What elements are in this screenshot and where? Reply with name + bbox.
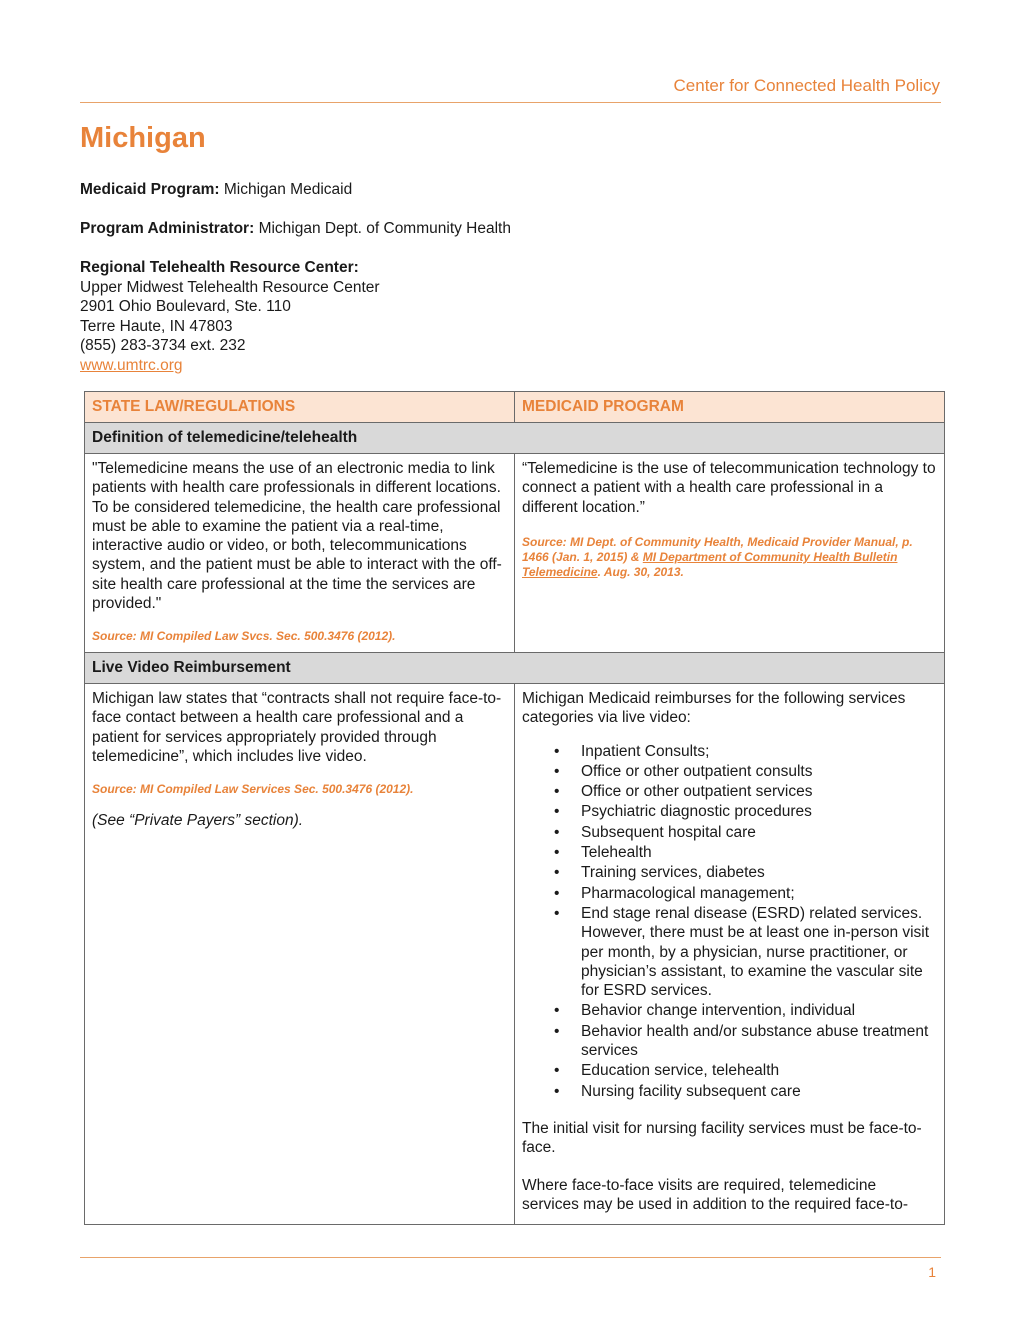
list-item: • Office or other outpatient services (581, 782, 937, 801)
live-video-medicaid-intro: Michigan Medicaid reimburses for the following services categories via live video: (522, 690, 906, 727)
definition-medicaid-text: “Telemedicine is the use of telecommunication technology to connect a patient with a health care professional in a different location.” (522, 460, 936, 516)
resource-center-address2: Terre Haute, IN 47803 (80, 317, 233, 335)
live-video-law-text: Michigan law states that “contracts shall not require face-to-face contact between a health care professional and a patient for services appropriately provided through telemedicine”, which includes live video. (92, 690, 502, 765)
live-video-law-cell (85, 684, 515, 1225)
resource-center-block (80, 258, 380, 375)
section-title-live-video: Live Video Reimbursement (85, 653, 945, 684)
list-item: • Inpatient Consults; (581, 742, 937, 761)
section-row-definition (85, 423, 945, 454)
program-admin-line (80, 219, 511, 239)
col-header-state-law: STATE LAW/REGULATIONS (85, 392, 515, 423)
definition-medicaid-source-a: Source: MI Dept. of Community Health, Medicaid Provider Manual, p. 1466 (Jan. 1, 2015) & (522, 534, 913, 564)
definition-medicaid-source-b: . Aug. 30, 2013. (597, 564, 684, 579)
nursing-facility-paragraph: The initial visit for nursing facility services must be face-to-face. (522, 1119, 922, 1157)
section-row-live-video (85, 653, 945, 684)
list-item: • Education service, telehealth (581, 1061, 937, 1080)
list-item: • Subsequent hospital care (581, 823, 937, 842)
list-item: • Training services, diabetes (581, 863, 937, 882)
live-video-law-note: (See “Private Payers” section). (92, 812, 304, 830)
list-item: • Pharmacological management; (581, 884, 937, 903)
resource-center-phone: (855) 283-3734 ext. 232 (80, 337, 246, 354)
program-admin-value: Michigan Dept. of Community Health (254, 220, 511, 237)
definition-medicaid-source (522, 535, 937, 580)
table-row (85, 684, 945, 1225)
resource-center-label: Regional Telehealth Resource Center: (80, 259, 359, 276)
list-item: • End stage renal disease (ESRD) related services. However, there must be at least one in-person visit per month, by a physician, nurse practitioner, or physician’s assistant, to examine the vascular site for ESRD services. (581, 904, 937, 1000)
medicaid-program-value: Michigan Medicaid (219, 181, 353, 198)
col-header-medicaid: MEDICAID PROGRAM (515, 392, 945, 423)
resource-center-website-link[interactable]: www.umtrc.org (80, 356, 183, 374)
section-title-definition: Definition of telemedicine/telehealth (85, 423, 945, 454)
telemedicine-bulletin-link[interactable]: MI Department of Community Health Bulletin Telemedicine (522, 549, 898, 579)
list-item: • Behavior health and/or substance abuse treatment services (581, 1022, 937, 1061)
medicaid-program-line (80, 180, 352, 200)
resource-center-name: Upper Midwest Telehealth Resource Center (80, 278, 380, 296)
table-header-row (85, 392, 945, 423)
medicaid-program-label: Medicaid Program: (80, 181, 220, 198)
services-list (522, 742, 937, 1101)
list-item: • Behavior change intervention, individual (581, 1001, 937, 1020)
resource-center-address1: 2901 Ohio Boulevard, Ste. 110 (80, 298, 291, 315)
face-to-face-paragraph: Where face-to-face visits are required, telemedicine services may be used in addition to the required face-to- (522, 1176, 908, 1213)
live-video-medicaid-cell (515, 684, 945, 1225)
list-item: • Nursing facility subsequent care (581, 1082, 937, 1101)
definition-law-text: "Telemedicine means the use of an electronic media to link patients with health care professionals in different locations. To be considered telemedicine, the health care professional must be able to examine the patient via a real-time, interactive audio or video, or both, telecommunications system, and the patient must be able to interact with the off-site health care professional at the time the services are provided." (92, 460, 502, 613)
list-item: • Psychiatric diagnostic procedures (581, 802, 937, 821)
definition-law-source: Source: MI Compiled Law Svcs. Sec. 500.3476 (2012). (92, 629, 396, 644)
list-item: • Telehealth (581, 843, 937, 862)
definition-medicaid-cell (515, 454, 945, 653)
policy-table (84, 391, 945, 1225)
live-video-law-source: Source: MI Compiled Law Services Sec. 500.3476 (2012). (92, 782, 414, 797)
page-number: 1 (928, 1264, 936, 1280)
page-title: Michigan (80, 122, 206, 154)
table-row (85, 454, 945, 653)
list-item: • Office or other outpatient consults (581, 762, 937, 781)
definition-law-cell (85, 454, 515, 653)
header-divider (80, 102, 941, 103)
program-admin-label: Program Administrator: (80, 220, 255, 237)
header-org-title: Center for Connected Health Policy (673, 76, 940, 95)
footer-divider (80, 1257, 941, 1258)
